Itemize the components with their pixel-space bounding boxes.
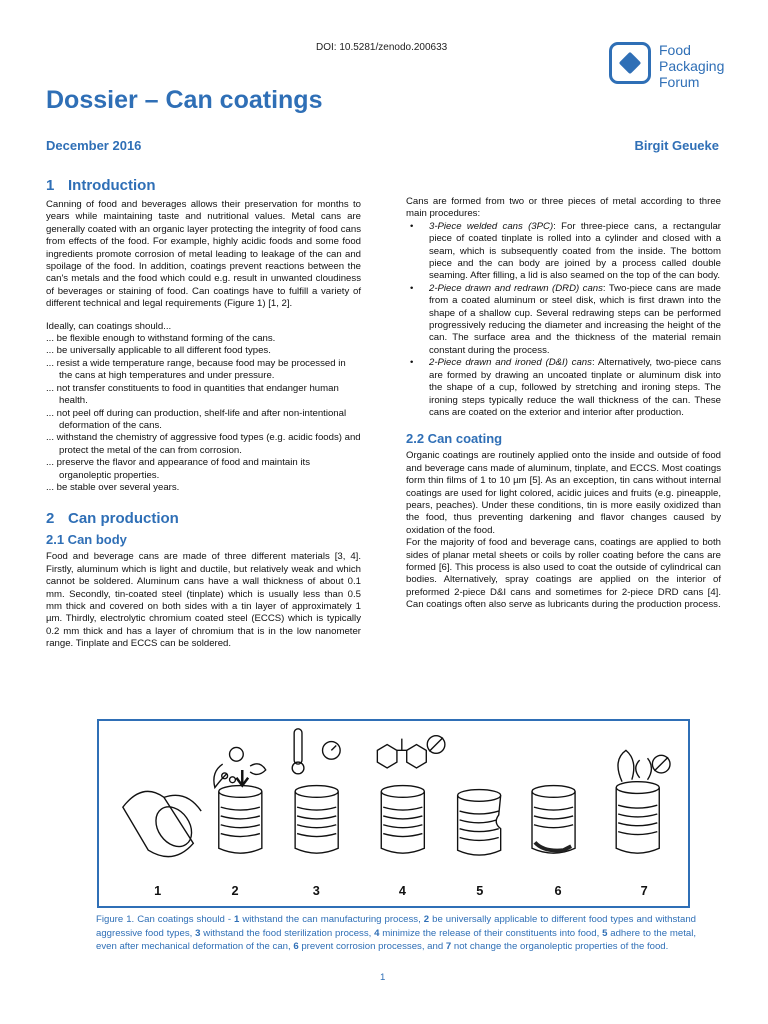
coating-paragraph-1: Organic coatings are routinely applied onto the inside and outside of food and beverage cans made of aluminum, tinplate, and ECCS. Most coatings form thin films of 1 to 10 µm [5]. As an exception, tin cans without internal coatings are used for light colored, acidic juices and fruits (e.g. pineapple, pears, peaches). Under these conditions, tin is more easily oxidized than the food, thus preventing darkening and flavor changes caused by oxidation of the food.	[406, 450, 721, 536]
requirement-item: ... withstand the chemistry of aggressive food types (e.g. acidic foods) and protect the metal of the can from corrosion.	[46, 432, 361, 456]
figure-label-6: 6	[554, 883, 562, 899]
logo-line-2: Packaging	[659, 58, 725, 74]
can-2-food-types	[214, 747, 266, 853]
procedure-text: : Alternatively, two-piece cans are formed by drawing an uncoated tinplate or aluminum disk into the shape of a cup, followed by stretching and ironing steps. The ironing steps typically reduce the wall thickness of the can. These cans are coated on the exterior and interior after production.	[429, 357, 721, 418]
procedure-item	[406, 357, 721, 419]
caption-num: 1	[234, 914, 240, 925]
caption-text: Figure 1. Can coatings should -	[96, 914, 235, 925]
procedure-item	[406, 221, 721, 283]
procedure-term: 2-Piece drawn and redrawn (DRD) cans	[429, 282, 603, 294]
doi-text: DOI: 10.5281/zenodo.200633	[316, 42, 448, 53]
document-date: December 2016	[46, 138, 142, 153]
requirement-item: ... not peel off during can production, shelf-life and after non-intentional deformation of the cans.	[46, 407, 347, 431]
figure-1	[97, 719, 690, 908]
figure-caption	[96, 913, 696, 954]
logo-line-3: Forum	[659, 74, 700, 90]
figure-label-1: 1	[154, 883, 162, 899]
right-column	[406, 196, 721, 622]
requirement-item: ... be flexible enough to withstand forming of the cans.	[46, 333, 276, 345]
procedure-text: : For three-piece cans, a rectangular piece of coated tinplate is rolled into a cylinder and closed with a seam, which is subsequently coated from the inside. The bottom piece and the can body are joined by a process called double seaming. After filling, a lid is also seamed on the top of the can body.	[429, 220, 721, 282]
caption-num: 6	[293, 941, 299, 952]
procedures-lead: Cans are formed from two or three pieces of metal according to three main procedures:	[406, 196, 721, 220]
figure-label-5: 5	[476, 883, 484, 899]
caption-num: 2	[423, 914, 430, 925]
figure-label-3: 3	[312, 883, 320, 899]
subsection-can-body-heading: 2.1 Can body	[46, 532, 127, 548]
logo-line-1: Food	[659, 42, 691, 58]
caption-text: withstand the food sterilization process,	[200, 927, 375, 939]
figure-label-4: 4	[398, 883, 406, 899]
procedures-list	[406, 221, 721, 420]
caption-num: 4	[374, 927, 380, 939]
can-3-sterilization	[292, 729, 340, 853]
left-column	[46, 177, 361, 661]
logo-text	[659, 42, 724, 90]
coating-paragraph-2: For the majority of food and beverage cans, coatings are applied to both sides of planar metal sheets or coils by roller coating before the cans are formed [6]. This process is also used to coat the outside of cylindrical can bodies. Alternatively, spray coatings are applied on the interior of preformed 2-piece D&I cans and sometimes for 2-piece DRD cans [4]. Can coatings often also serve as lubricants during the production process.	[406, 537, 721, 611]
caption-text: withstand the can manufacturing process,	[239, 914, 424, 925]
section-number: 1	[46, 177, 55, 194]
caption-num: 7	[445, 941, 452, 952]
section-title: Introduction	[68, 177, 156, 194]
procedure-term: 2-Piece drawn and ironed (D&I) cans	[429, 357, 592, 369]
requirement-item: ... preserve the flavor and appearance of food and maintain its organoleptic properties.	[46, 457, 310, 481]
procedure-text: : Two-piece cans are made from a coated aluminum or steel disk, which is first drawn into the shape of a shallow cup. Several redrawing steps can be performed progressively reducing the diameter and increasing the height of the can. The surface area and the thickness of the material remain constant during the process.	[429, 282, 721, 356]
procedure-term: 3-Piece welded cans (3PC)	[429, 220, 554, 232]
intro-paragraph: Canning of food and beverages allows their preservation for months to years while maintaining taste and nutritional values. Metal cans are generally coated with an organic layer protecting the integrity of food cans from effects of the food. For example, highly acidic foods and some food ingredients promote corrosion of metal leading to leakage of the can and spoilage of the food. In addition, coatings prevent reactions between the can's metals and the food which could e.g. result in unwanted cloudiness of beverages or staining of food. Can coatings have to fulfill a variety of different technical and legal requirements (Figure 1) [1, 2].	[46, 199, 361, 310]
caption-text: be universally applicable to different food types and withstand aggressive food types,	[96, 914, 696, 939]
caption-text: prevent corrosion processes, and	[298, 941, 446, 952]
caption-num: 3	[195, 927, 201, 939]
caption-text: not change the organoleptic properties of the food.	[451, 941, 669, 952]
requirement-item: ... not transfer constituents to food in quantities that endanger human health.	[46, 382, 339, 407]
should-lead: Ideally, can coatings should...	[46, 320, 172, 332]
section-number: 2	[46, 510, 55, 528]
section-title: Can production	[68, 510, 179, 528]
food-packaging-forum-logo	[609, 42, 739, 88]
figure-label-7: 7	[640, 883, 648, 899]
caption-num: 5	[602, 927, 608, 939]
can-1-rolled-sheet	[123, 791, 201, 856]
logo-diamond-icon	[609, 42, 651, 84]
section-introduction-heading	[46, 177, 361, 195]
can-6-corrosion	[532, 786, 575, 854]
can-illustration	[99, 721, 688, 906]
can-4-migration	[377, 736, 445, 853]
requirements-list	[46, 333, 361, 494]
page-number: 1	[380, 972, 386, 983]
can-body-paragraph: Food and beverage cans are made of three different materials [3, 4]. Firstly, aluminum which is light and ductile, but relatively weak and which cannot be soldered. Aluminum cans have a wall thickness of about 0.1 mm. Secondly, tin-coated steel (tinplate) which is usually less than 0.5 mm thick and covered on both sides with a tin layer of approximately 1 µm. Thirdly, electrolytic chromium coated steel (ECCS) which is typically 0.2 mm thick and has a layer of chromium that is in the low nanometer range. Tinplate and ECCS can be soldered.	[46, 551, 361, 650]
section-production-heading	[46, 510, 361, 528]
can-5-deformation	[458, 790, 501, 856]
caption-text: minimize the release of their constituents into food,	[379, 927, 603, 939]
requirement-item: ... be stable over several years.	[46, 481, 180, 493]
requirement-item: ... resist a wide temperature range, because food may be processed in the cans at high temperatures and under pressure.	[46, 357, 346, 382]
document-author: Birgit Geueke	[634, 138, 719, 153]
document-title: Dossier – Can coatings	[46, 86, 323, 114]
subsection-can-coating-heading: 2.2 Can coating	[406, 431, 503, 447]
can-7-organoleptic	[616, 750, 670, 853]
requirement-item: ... be universally applicable to all different food types.	[46, 345, 271, 357]
caption-text: adhere to the metal, even after mechanical deformation of the can,	[96, 927, 697, 952]
procedure-item	[406, 283, 721, 357]
figure-label-2: 2	[231, 883, 239, 899]
